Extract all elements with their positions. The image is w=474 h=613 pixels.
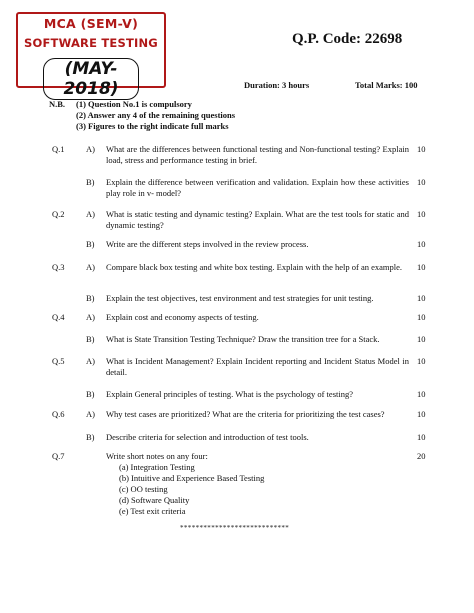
subpart-label: B) — [86, 432, 95, 442]
short-notes-intro: Write short notes on any four: — [106, 451, 208, 461]
subpart-label: B) — [86, 177, 95, 187]
question-number: Q.5 — [52, 356, 65, 366]
qp-code: Q.P. Code: 22698 — [292, 31, 403, 47]
question-text: Explain the test objectives, test environment and test strategies for unit testing. — [106, 293, 374, 303]
question-marks: 10 — [417, 262, 426, 272]
question-number: Q.2 — [52, 209, 65, 219]
question-marks: 10 — [417, 239, 426, 249]
short-note-item: (c) OO testing — [119, 484, 168, 494]
question-marks: 10 — [417, 409, 426, 419]
stamp-session: (MAY- 2018) — [43, 58, 139, 100]
short-note-item: (b) Intuitive and Experience Based Testing — [119, 473, 265, 483]
subpart-label: B) — [86, 239, 95, 249]
question-marks: 10 — [417, 177, 426, 187]
question-marks: 10 — [417, 144, 426, 154]
question-text: What is static testing and dynamic testing? Explain. What are the test tools for static and dynamic testing? — [106, 209, 409, 230]
nb-line: (2) Answer any 4 of the remaining questions — [76, 110, 236, 120]
subpart-label: B) — [86, 293, 95, 303]
subpart-label: A) — [86, 144, 95, 154]
question-text: Compare black box testing and white box testing. Explain with the help of an example. — [106, 262, 403, 272]
stamp-subject: SOFTWARE TESTING — [24, 36, 158, 50]
subpart-label: A) — [86, 356, 95, 366]
question-number: Q.6 — [52, 409, 65, 419]
subpart-label: B) — [86, 334, 95, 344]
question-number: Q.3 — [52, 262, 65, 272]
question-text: Explain the difference between verification and validation. Explain how these activities play role in v- model? — [106, 177, 409, 198]
question-text: What are the differences between functional testing and Non-functional testing? Explain load, stress and performance testing in brief. — [106, 144, 409, 165]
question-number: Q.4 — [52, 312, 65, 322]
subpart-label: A) — [86, 262, 95, 272]
question-number: Q.7 — [52, 451, 65, 461]
question-marks: 10 — [417, 356, 426, 366]
nb-line: (3) Figures to the right indicate full marks — [76, 121, 229, 131]
subpart-label: B) — [86, 389, 95, 399]
short-note-item: (e) Test exit criteria — [119, 506, 186, 516]
question-number: Q.1 — [52, 144, 65, 154]
stamp-course: MCA (SEM-V) — [43, 16, 139, 31]
subpart-label: A) — [86, 409, 95, 419]
short-note-item: (a) Integration Testing — [119, 462, 195, 472]
question-marks: 10 — [417, 334, 426, 344]
question-text: What is Incident Management? Explain Incident reporting and Incident Status Model in detail. — [106, 356, 409, 377]
question-text: Why test cases are prioritized? What are the criteria for prioritizing the test cases? — [106, 409, 385, 419]
total-marks: Total Marks: 100 — [355, 80, 418, 90]
short-note-item: (d) Software Quality — [119, 495, 190, 505]
question-marks: 10 — [417, 209, 426, 219]
question-text: What is State Transition Testing Technique? Draw the transition tree for a Stack. — [106, 334, 380, 344]
question-marks: 20 — [417, 451, 426, 461]
nb-line: (1) Question No.1 is compulsory — [76, 99, 192, 109]
subject-stamp — [16, 12, 166, 99]
question-marks: 10 — [417, 312, 426, 322]
question-text: Explain General principles of testing. What is the psychology of testing? — [106, 389, 353, 399]
subpart-label: A) — [86, 312, 95, 322]
question-marks: 10 — [417, 389, 426, 399]
end-of-paper-marker: **************************** — [180, 524, 290, 532]
subpart-label: A) — [86, 209, 95, 219]
question-marks: 10 — [417, 293, 426, 303]
question-marks: 10 — [417, 432, 426, 442]
short-notes — [106, 451, 264, 517]
duration: Duration: 3 hours — [244, 80, 310, 90]
question-text: Describe criteria for selection and introduction of test tools. — [106, 432, 309, 442]
question-text: Explain cost and economy aspects of testing. — [106, 312, 259, 322]
nb-label: N.B. — [49, 99, 66, 109]
question-text: Write are the different steps involved in the review process. — [106, 239, 309, 249]
